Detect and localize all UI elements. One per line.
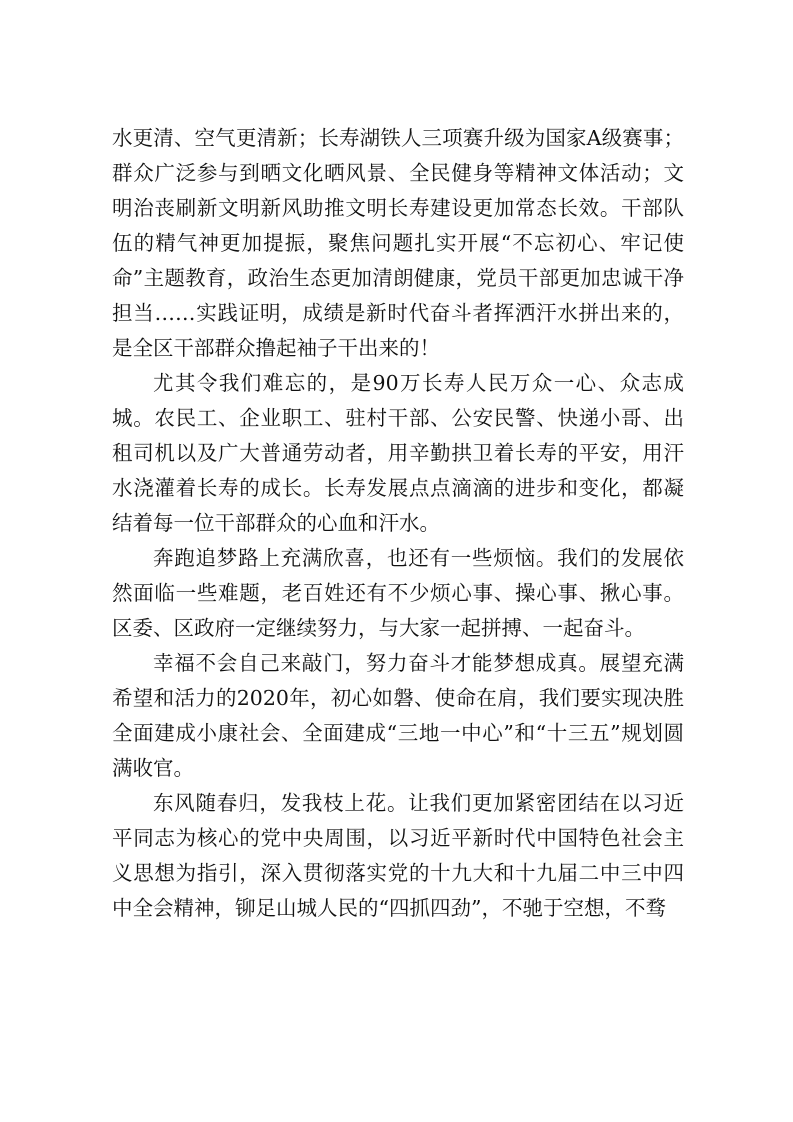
paragraph-challenges: 奔跑追梦路上充满欣喜，也还有一些烦恼。我们的发展依然面临一些难题，老百姓还有不少烦心事、操心事、揪心事。区委、区政府一定继续努力，与大家一起拼搏、一起奋斗。	[112, 546, 684, 640]
paragraph-call-to-action: 东风随春归，发我枝上花。让我们更加紧密团结在以习近平同志为核心的党中央周围，以习近平新时代中国特色社会主义思想为指引，深入贯彻落实党的十九大和十九届二中三中四中全会精神，铆足山城人民的“四抓四劲”，不驰于空想，不骛	[112, 791, 684, 920]
document-page	[112, 121, 684, 926]
paragraph-outlook: 幸福不会自己来敲门，努力奋斗才能梦想成真。展望充满希望和活力的2020年，初心如磐、使命在肩，我们要实现决胜全面建成小康社会、全面建成“三地一中心”和“十三五”规划圆满收官。	[112, 651, 684, 780]
paragraph-continuation: 水更清、空气更清新；长寿湖铁人三项赛升级为国家A级赛事；群众广泛参与到晒文化晒风景、全民健身等精神文体活动；文明治丧刷新文明新风助推文明长寿建设更加常态长效。干部队伍的精气神更加提振，聚焦问题扎实开展“不忘初心、牢记使命”主题教育，政治生态更加清朗健康，党员干部更加忠诚干净担当……实践证明，成绩是新时代奋斗者挥洒汗水拼出来的，是全区干部群众撸起袖子干出来的！	[112, 126, 684, 360]
paragraph-people: 尤其令我们难忘的，是90万长寿人民万众一心、众志成城。农民工、企业职工、驻村干部、公安民警、快递小哥、出租司机以及广大普通劳动者，用辛勤拱卫着长寿的平安，用汗水浇灌着长寿的成长。长寿发展点点滴滴的进步和变化，都凝结着每一位干部群众的心血和汗水。	[112, 371, 684, 535]
